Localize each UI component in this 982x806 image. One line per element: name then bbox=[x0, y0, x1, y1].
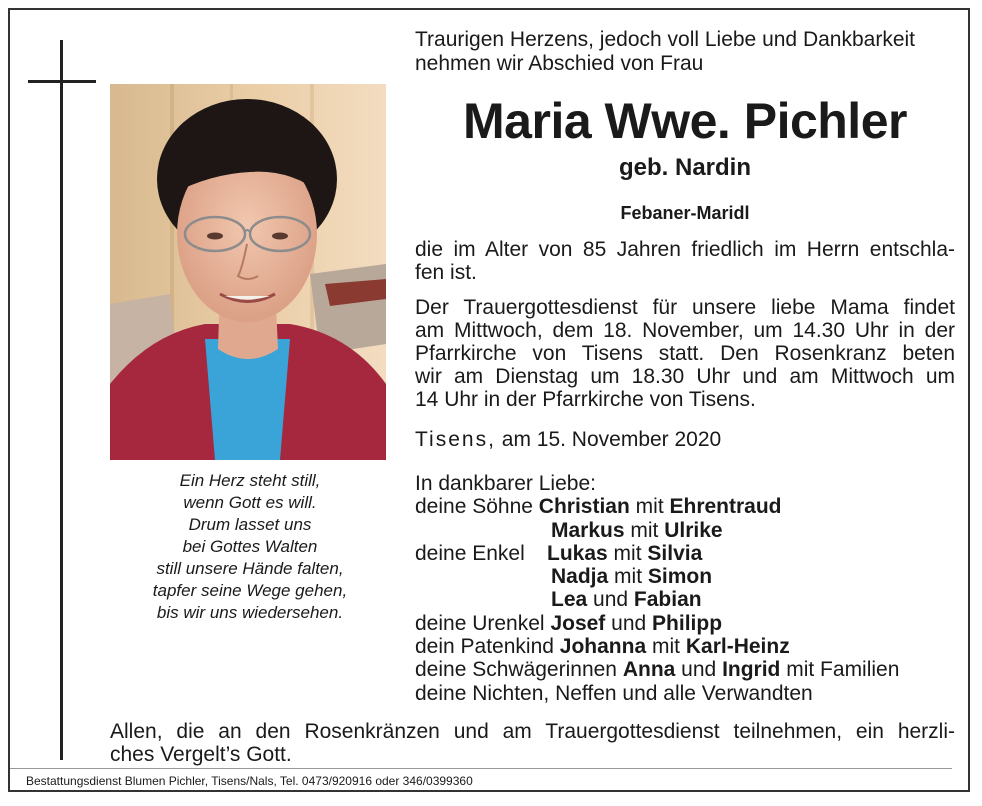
service-line: am Mittwoch, dem 18. November, um 14.30 Uhr in der bbox=[415, 319, 955, 342]
cross-horizontal-bar bbox=[28, 80, 96, 83]
family-row-sisters-in-law bbox=[415, 658, 965, 681]
family-member: Anna bbox=[622, 658, 676, 682]
place-date bbox=[415, 428, 721, 452]
thanks-line: ches Vergelt’s Gott. bbox=[110, 743, 292, 766]
intro-line: Traurigen Herzens, jedoch voll Liebe und Dankbarkeit bbox=[415, 28, 916, 51]
family-label: deine Schwägerinnen bbox=[415, 658, 617, 682]
family-row-godchild bbox=[415, 635, 965, 658]
family-member: Fabian bbox=[633, 588, 702, 612]
service-line: Der Trauergottesdienst für unsere liebe Mama findet bbox=[415, 296, 955, 319]
family-member: Karl-Heinz bbox=[685, 635, 790, 659]
family-member: Nadja bbox=[551, 565, 609, 589]
birth-name: geb. Nardin bbox=[618, 154, 751, 181]
family-connector: mit Familien bbox=[786, 658, 900, 682]
family-label: deine Urenkel bbox=[415, 611, 545, 635]
poem-line: tapfer seine Wege gehen, bbox=[152, 581, 348, 600]
family-label: deine Enkel bbox=[415, 541, 525, 565]
family-member: Ulrike bbox=[664, 518, 723, 542]
family-member: Johanna bbox=[559, 635, 647, 659]
family-row-son2 bbox=[415, 519, 965, 542]
family-member: Lukas bbox=[547, 541, 608, 565]
poem-line: bis wir uns wiedersehen. bbox=[156, 603, 344, 622]
family-row-sons bbox=[415, 495, 965, 518]
poem-line: Drum lasset uns bbox=[188, 515, 312, 534]
passing-line: fen ist. bbox=[415, 261, 477, 284]
family-member: Silvia bbox=[647, 541, 703, 565]
intro-text bbox=[415, 28, 955, 76]
service-line: wir am Dienstag um 18.30 Uhr und am Mittwoch um bbox=[415, 365, 955, 388]
place-town: Tisens, bbox=[415, 428, 496, 451]
passing-line: die im Alter von 85 Jahren friedlich im Herrn entschla- bbox=[415, 238, 955, 261]
family-row-grandchildren bbox=[415, 542, 965, 565]
poem-line: wenn Gott es will. bbox=[183, 493, 317, 512]
passing-text bbox=[415, 238, 955, 284]
family-connector: mit bbox=[630, 518, 659, 542]
service-line: Pfarrkirche von Tisens statt. Den Rosenkranz beten bbox=[415, 342, 955, 365]
memorial-poem bbox=[110, 470, 390, 624]
family-connector: mit bbox=[613, 541, 642, 565]
family-connector: und bbox=[611, 611, 647, 635]
family-member: Christian bbox=[538, 495, 630, 519]
family-row-gc2 bbox=[415, 565, 965, 588]
family-member: Lea bbox=[551, 588, 588, 612]
family-member: Ingrid bbox=[722, 658, 781, 682]
cross-vertical-bar bbox=[60, 40, 63, 760]
portrait-photo bbox=[110, 84, 386, 460]
family-label: dein Patenkind bbox=[415, 635, 554, 659]
place-date-value: am 15. November 2020 bbox=[501, 428, 722, 451]
poem-line: still unsere Hände falten, bbox=[156, 559, 344, 578]
family-member: Philipp bbox=[652, 611, 723, 635]
family-member: Markus bbox=[551, 518, 625, 542]
family-list bbox=[415, 472, 965, 705]
thanks-line: Allen, die an den Rosenkränzen und am Trauergottesdienst teilnehmen, ein herzli- bbox=[110, 720, 955, 743]
service-text bbox=[415, 296, 955, 411]
intro-line: nehmen wir Abschied von Frau bbox=[415, 52, 704, 75]
deceased-name: Maria Wwe. Pichler bbox=[463, 93, 907, 149]
funeral-service-footer: Bestattungsdienst Blumen Pichler, Tisens/Nals, Tel. 0473/920916 oder 346/0399360 bbox=[26, 774, 473, 788]
family-row-gc3 bbox=[415, 588, 965, 611]
family-connector: mit bbox=[652, 635, 680, 659]
family-row-great-grandchildren bbox=[415, 612, 965, 635]
family-member: Josef bbox=[550, 611, 606, 635]
thanks-text bbox=[110, 720, 955, 766]
family-row-relatives: deine Nichten, Neffen und alle Verwandten bbox=[415, 681, 813, 705]
family-connector: mit bbox=[635, 495, 664, 519]
family-connector: und bbox=[593, 588, 629, 612]
poem-line: bei Gottes Walten bbox=[182, 537, 318, 556]
poem-line: Ein Herz steht still, bbox=[179, 471, 321, 490]
footer-divider bbox=[10, 768, 952, 769]
nickname: Febaner-Maridl bbox=[620, 203, 750, 223]
family-member: Ehrentraud bbox=[669, 495, 782, 519]
family-connector: und bbox=[681, 658, 717, 682]
family-heading: In dankbarer Liebe: bbox=[415, 472, 596, 495]
family-member: Simon bbox=[647, 565, 713, 589]
service-line: 14 Uhr in der Pfarrkirche von Tisens. bbox=[415, 388, 756, 411]
family-label: deine Söhne bbox=[415, 495, 533, 519]
family-connector: mit bbox=[614, 565, 643, 589]
